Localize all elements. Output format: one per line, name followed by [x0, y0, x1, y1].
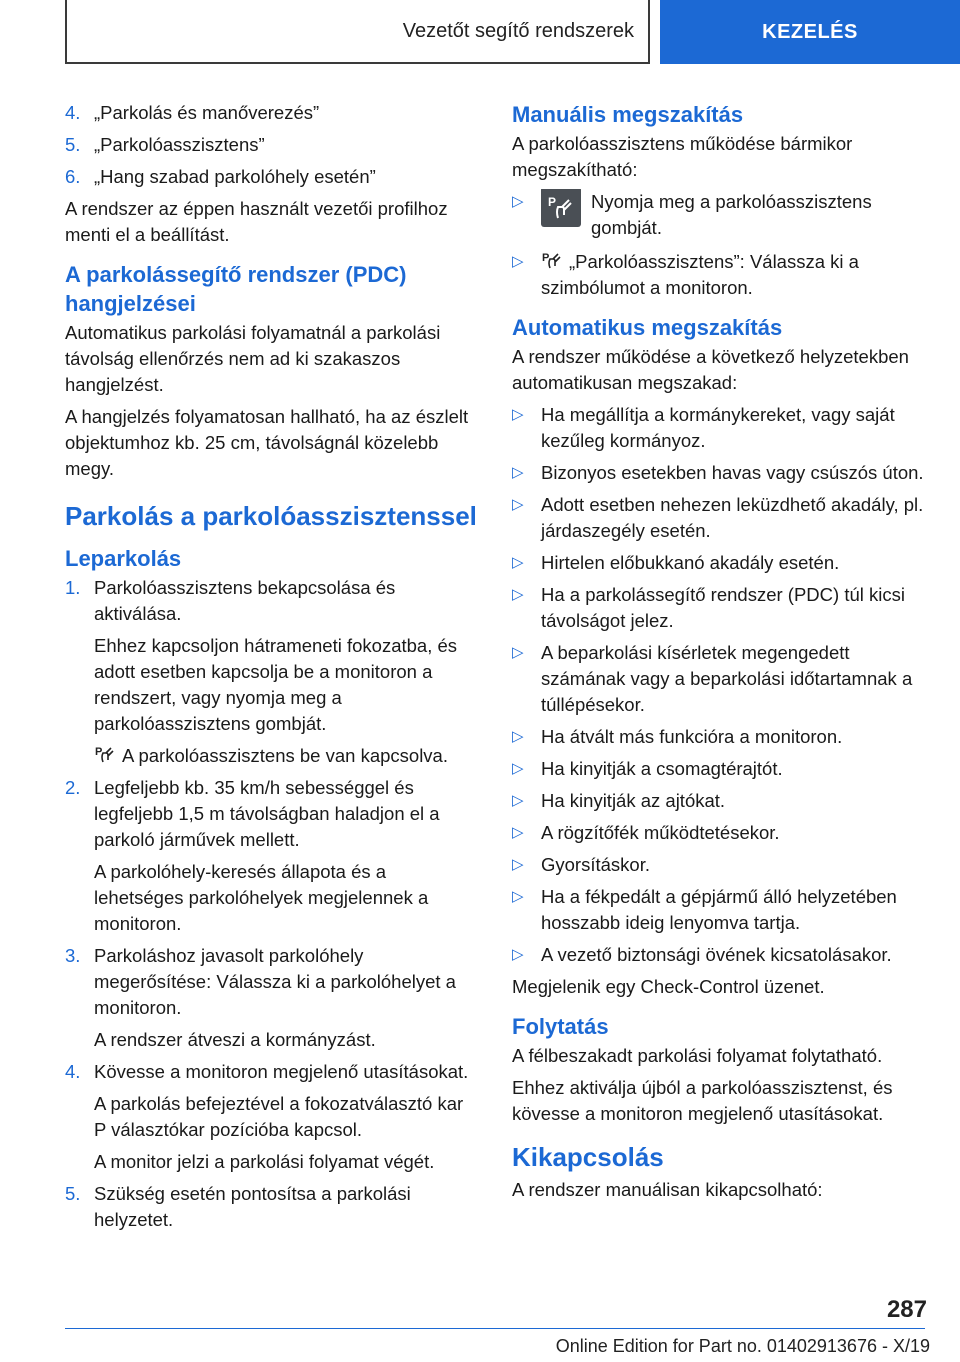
heading-continue: Folytatás [512, 1014, 609, 1039]
list-item [512, 942, 927, 968]
step-item [65, 1181, 477, 1233]
triangle-bullet-icon: ▷ [512, 496, 524, 513]
item-text: Gyorsításkor. [541, 854, 650, 875]
paragraph: A rendszer működése a következő helyzetekben automatikusan megszakad: [512, 346, 909, 393]
paragraph: A hangjelzés folyamatosan hallható, ha az észlelt objektumhoz kb. 25 cm, távolságnál közelebb megy. [65, 406, 469, 479]
parking-assistant-symbol-icon [94, 743, 116, 765]
item-text: Bizonyos esetekben havas vagy csúszós úton. [541, 462, 924, 483]
item-text: Ha a parkolássegítő rendszer (PDC) túl kicsi távolságot jelez. [541, 584, 905, 631]
parking-assistant-symbol-icon [541, 249, 563, 271]
list-item [512, 884, 927, 936]
page-number: 287 [886, 1296, 927, 1323]
item-text: Ha átvált más funkcióra a monitoron. [541, 726, 843, 747]
triangle-bullet-icon: ▷ [512, 554, 524, 571]
svg-text:P: P [542, 252, 550, 264]
heading-leparkolas: Leparkolás [65, 546, 182, 571]
item-text: Ha kinyitják az ajtókat. [541, 790, 726, 811]
svg-text:P: P [548, 195, 557, 209]
step-text: Parkoláshoz javasolt parkolóhely megerősítése: Válassza ki a parkolóhelyet a monitoron. [94, 945, 456, 1018]
left-column [65, 100, 477, 1239]
step-number: 5. [65, 1183, 81, 1204]
auto-bullet-list [512, 402, 927, 968]
step-note: A parkolás befejeztével a fokozatválasztó kar P választókar pozícióba kapcsol. [94, 1093, 464, 1140]
paragraph: A parkolóasszisztens működése bármikor megszakítható: [512, 133, 853, 180]
list-item [512, 852, 927, 878]
page-header [0, 0, 960, 64]
item-text: „Hang szabad parkolóhely esetén” [94, 166, 376, 187]
step-note: Ehhez kapcsoljon hátrameneti fokozatba, és adott esetben kapcsolja be a monitoron a rendszert, vagy nyomja meg a parkolóasszisztens gombját. [94, 635, 458, 734]
triangle-bullet-icon: ▷ [512, 586, 524, 603]
item-text: Adott esetben nehezen leküzdhető akadály, pl. járdaszegély esetén. [541, 494, 924, 541]
step-number: 2. [65, 777, 81, 798]
list-item [512, 724, 927, 750]
item-number: 4. [65, 102, 81, 123]
triangle-bullet-icon: ▷ [512, 253, 524, 270]
chapter-title-box [65, 0, 650, 64]
list-item [512, 189, 927, 241]
step-text: Parkolóasszisztens bekapcsolása és aktiválása. [94, 577, 396, 624]
triangle-bullet-icon: ▷ [512, 728, 524, 745]
item-text: Ha a fékpedált a gépjármű álló helyzetében hosszabb ideig lenyomva tartja. [541, 886, 897, 933]
triangle-bullet-icon: ▷ [512, 193, 524, 210]
step-text: Szükség esetén pontosítsa a parkolási helyzetet. [94, 1183, 411, 1230]
list-item [512, 460, 927, 486]
item-text: A beparkolási kísérletek megengedett számának vagy a beparkolási időtartamnak a túllépésekor. [541, 642, 913, 715]
list-item [512, 756, 927, 782]
list-item [512, 640, 927, 718]
triangle-bullet-icon: ▷ [512, 946, 524, 963]
item-number: 6. [65, 166, 81, 187]
footer-edition: Online Edition for Part no. 01402913676 - X/19 [555, 1336, 930, 1356]
item-text: „Parkolóasszisztens” [94, 134, 265, 155]
step-number: 4. [65, 1061, 81, 1082]
heading-main: Parkolás a parkolóasszisztenssel [65, 501, 477, 531]
step-note: A monitor jelzi a parkolási folyamat végét. [94, 1151, 435, 1172]
list-item [512, 492, 927, 544]
triangle-bullet-icon: ▷ [512, 644, 524, 661]
item-text: A rögzítőfék működtetésekor. [541, 822, 780, 843]
triangle-bullet-icon: ▷ [512, 464, 524, 481]
section-tab [660, 0, 960, 64]
svg-text:P: P [95, 746, 103, 758]
paragraph: Automatikus parkolási folyamatnál a parkolási távolság ellenőrzés nem ad ki szakaszos hangjelzést. [65, 322, 441, 395]
parking-assistant-button-icon [541, 189, 581, 227]
paragraph: A rendszer manuálisan kikapcsolható: [512, 1179, 823, 1200]
right-column [512, 100, 927, 1209]
step-note-text: A parkolóasszisztens be van kapcsolva. [122, 745, 448, 766]
paragraph: Ehhez aktiválja újból a parkolóasszisztenst, és kövesse a monitoron megjelenő utasításokat. [512, 1077, 893, 1124]
paragraph: A félbeszakadt parkolási folyamat folytatható. [512, 1045, 883, 1066]
item-text: Hirtelen előbukkanó akadály esetén. [541, 552, 840, 573]
item-text: A vezető biztonsági övének kicsatolásakor. [541, 944, 892, 965]
triangle-bullet-icon: ▷ [512, 888, 524, 905]
item-text: Ha megállítja a kormánykereket, vagy saját kezűleg kormányoz. [541, 404, 895, 451]
chapter-title: Vezetőt segítő rendszerek [402, 19, 634, 42]
step-item [65, 943, 477, 1053]
item-text: Nyomja meg a parkolóasszisztens gombját. [591, 191, 872, 238]
heading-off: Kikapcsolás [512, 1142, 664, 1172]
step-item [65, 1059, 477, 1175]
list-item [512, 582, 927, 634]
triangle-bullet-icon: ▷ [512, 760, 524, 777]
list-item [65, 132, 477, 158]
item-text: „Parkolás és manőverezés” [94, 102, 320, 123]
heading-manual: Manuális megszakítás [512, 102, 744, 127]
step-note: A parkolóhely-keresés állapota és a lehetséges parkolóhelyek megjelennek a monitoron. [94, 861, 429, 934]
list-item [512, 550, 927, 576]
paragraph: Megjelenik egy Check-Control üzenet. [512, 976, 825, 997]
step-number: 3. [65, 945, 81, 966]
heading-pdc: A parkolássegítő rendszer (PDC) hangjelzései [65, 262, 407, 316]
item-number: 5. [65, 134, 81, 155]
step-text: Kövesse a monitoron megjelenő utasításokat. [94, 1061, 469, 1082]
paragraph: A rendszer az éppen használt vezetői profilhoz menti el a beállítást. [65, 198, 448, 245]
heading-auto: Automatikus megszakítás [512, 315, 783, 340]
list-item [65, 164, 477, 190]
list-item [512, 402, 927, 454]
list-item [512, 249, 927, 301]
item-text: Ha kinyitják a csomagtérajtót. [541, 758, 783, 779]
triangle-bullet-icon: ▷ [512, 856, 524, 873]
triangle-bullet-icon: ▷ [512, 792, 524, 809]
step-note: A rendszer átveszi a kormányzást. [94, 1029, 376, 1050]
triangle-bullet-icon: ▷ [512, 406, 524, 423]
step-number: 1. [65, 577, 81, 598]
step-item [65, 775, 477, 937]
list-item [512, 788, 927, 814]
footer-divider [65, 1328, 925, 1329]
step-item [65, 575, 477, 769]
section-tab-label: KEZELÉS [762, 20, 858, 43]
item-text: „Parkolóasszisztens”: Válassza ki a szimbólumot a monitoron. [541, 251, 859, 298]
list-item [65, 100, 477, 126]
step-note [94, 743, 477, 769]
triangle-bullet-icon: ▷ [512, 824, 524, 841]
list-item [512, 820, 927, 846]
step-text: Legfeljebb kb. 35 km/h sebességgel és legfeljebb 1,5 m távolságban haladjon el a parkoló járművek mellett. [94, 777, 440, 850]
